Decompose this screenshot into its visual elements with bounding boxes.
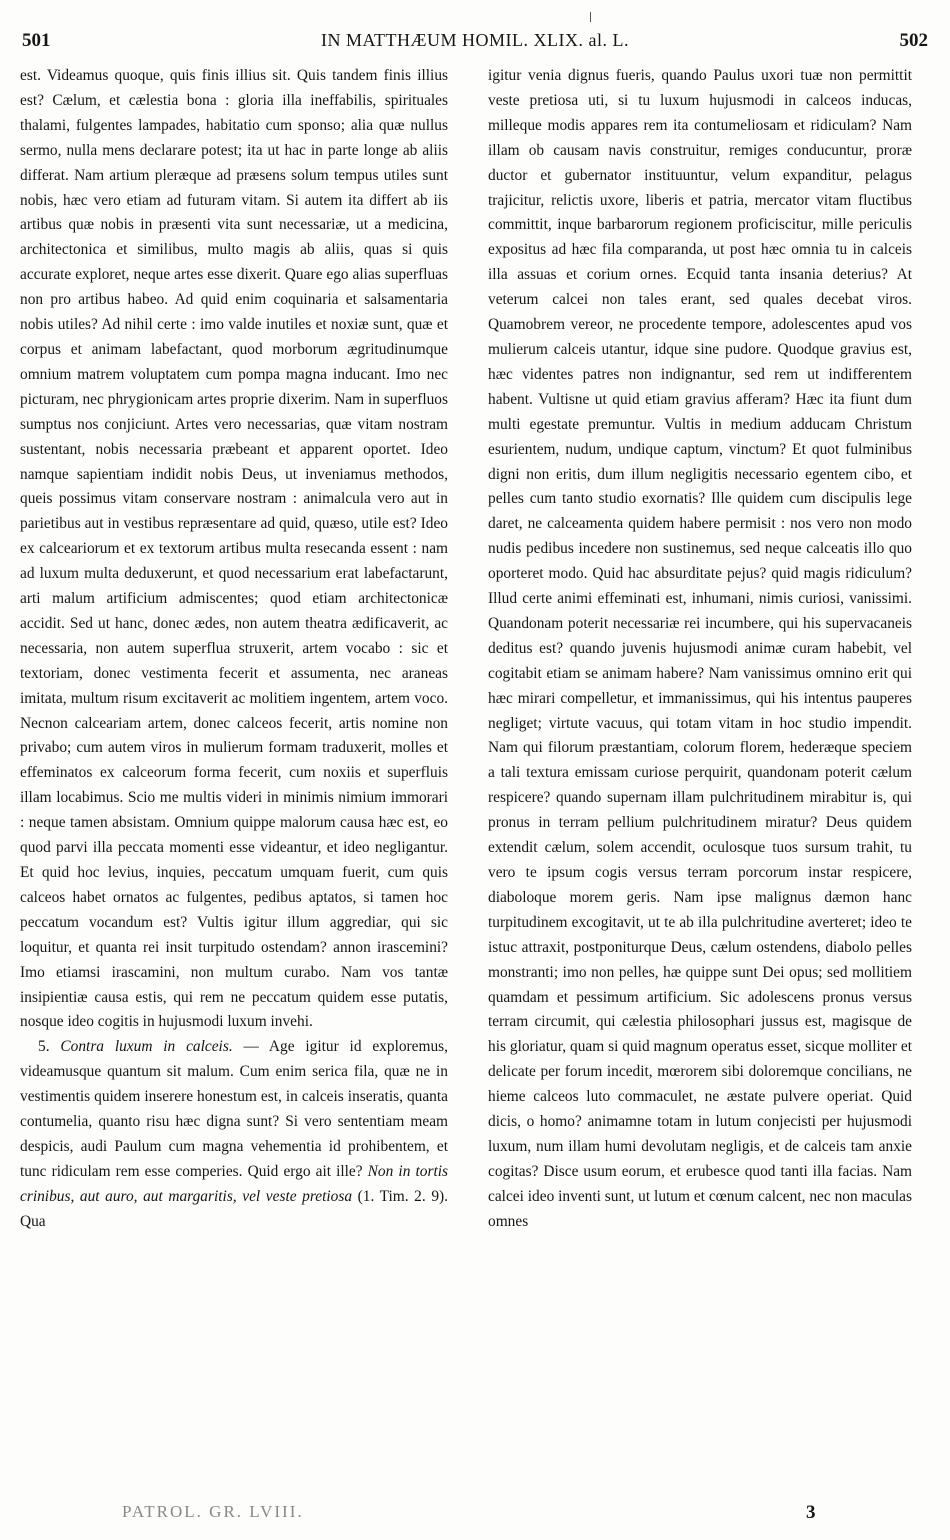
section-5-paragraph bbox=[20, 1035, 448, 1234]
left-column bbox=[20, 64, 448, 1235]
page-number-right: 502 bbox=[899, 30, 928, 51]
gathering-number: 3 bbox=[806, 1502, 816, 1523]
section-heading: Contra luxum in calceis. bbox=[60, 1038, 233, 1056]
scripture-reference: (1. Tim. 2. 9). Qua bbox=[20, 1187, 448, 1230]
left-paragraph-1: est. Videamus quoque, quis finis illius sit. Quis tandem finis illius est? Cælum, et cælestia bona : gloria illa ineffabilis, spirituales thalami, fulgentes lampades, habitatio cum sponso; alia quæ nullus sermo, nulla mens declarare potest; ita ut hac in parte longe ab aliis differat. Nam artium pleræque ad præsens solum tempus utiles sunt nobis, hæc vero etiam ad futuram vitam. Si autem ita differt ab iis artibus quæ nobis in præsenti vita sunt necessariæ, ut a medicina, architectonica et similibus, multo magis ab aliis, quas si quis accurate exploret, neque artes esse dixerit. Quare ego alias superfluas non pro artibus habeo. Ad quid enim coquinaria et salsamentaria nobis utiles? Ad nihil certe : imo valde inutiles et noxiæ sunt, quæ et corpus et animam labefactant, quod morborum ægritudinumque omnium matrem voluptatem cum pompa magna inducant. Imo nec picturam, nec phrygionicam artes proprie dixerim. Nam in superfluos sumptus nos conjiciunt. Artes vero necessarias, quæ vitam nostram sustentant, nobis necessaria præbeant et apparent oportet. Ideo namque sapientiam indidit nobis Deus, ut inveniamus methodos, queis possimus vitam conservare nostram : animalcula vero aut in parietibus aut in vestibus repræsentare ad quid, quæso, utile est? Ideo ex calceariorum et ex textorum artibus multa resecanda essent : nam ad luxum multa deduxerunt, et quod necessarium erat labefactarunt, arti malum artificium admiscentes; quod etiam architectonicæ accidit. Sed ut hanc, donec ædes, non autem theatra ædificaverit, ac necessaria, non autem superflua struxerit, artem vocabo : sic et textoriam, donec vestimenta fecerit et assumenta, nec araneas imitata, multum risum excitaverit ac molitiem ingentem, artem voco. Necnon calceariam artem, donec calceos fecerit, artis nomine non privabo; cum autem viros in mulierum formam traduxerit, molles et effeminatos ex calceorum forma fecerit, cum noxiis et superfluis illam locabimus. Scio me multis videri in minimis nimium immorari : neque tamen absistam. Omnium quippe malorum causa hæc est, eo quod parvi illa peccata momenti esse videantur, et ideo negligantur. Et quid hoc levius, inquies, peccatum umquam fuerit, cum quis calceos habet ornatos ac fulgentes, pedibus aptatos, si tamen hoc peccatum vocandum est? Vultis igitur illum aggrediar, qui sic loquitur, et quanta rei insit turpitudo ostendam? annon irascemini? Imo etiamsi irascamini, non multum curabo. Nam vos tantæ insipientiæ causa estis, qui rem ne peccatum quidem esse putatis, nosque ideo cogitis in hujusmodi luxum invehi. bbox=[20, 67, 448, 1031]
running-title: IN MATTHÆUM HOMIL. XLIX. al. L. bbox=[321, 30, 629, 50]
scripture-quote: Non in tortis crinibus, aut auro, aut margaritis, vel veste pretiosa bbox=[20, 1162, 448, 1205]
signature-mark: PATROL. GR. LVIII. bbox=[122, 1502, 304, 1521]
page-footer bbox=[20, 1502, 926, 1530]
section-number: 5. bbox=[38, 1038, 50, 1056]
page-number-left: 501 bbox=[22, 30, 51, 51]
gutter-mark bbox=[590, 12, 591, 22]
section-body: — Age igitur id exploremus, videamusque quantum sit malum. Cum enim serica fila, quæ ne in vestimentis quidem inserere honestum est, in calceis inseratis, quanta contumelia, quanto risu hæc digna sunt? Si vero sententiam meam despicis, audi Paulum cum magna vehementia id prohibentem, et tunc ridiculam rem esse comperies. Quid ergo ait ille? bbox=[20, 1038, 448, 1180]
right-column bbox=[488, 64, 912, 1235]
running-header bbox=[22, 30, 928, 62]
right-paragraph-1: igitur venia dignus fueris, quando Paulus uxori tuæ non permittit veste pretiosa uti, si tu luxum hujusmodi in calceos inducas, milleque modis appares rem ita contumeliosam et ridiculam? Nam illam ob causam navis construitur, remiges conducuntur, proræ ductor et gubernator instituuntur, velum expanditur, pelagus trajicitur, relictis uxore, liberis et patria, mercator vitam fluctibus committit, inque barbarorum regionem proficiscitur, mille periculis expositus ad hæc fila comparanda, ut post hæc omnia tu in calceis illa assuas et corium ornes. Ecquid tanta insania deterius? At veterum calcei non tales erant, sed quales decebat viros. Quamobrem vereor, ne procedente tempore, adolescentes apud vos mulierum calceis utantur, idque sine pudore. Quodque gravius est, hæc videntes patres non indignantur, sed rem ut indifferentem habent. Vultisne ut quid etiam gravius afferam? Hæc ita fiunt dum multi egestate premuntur. Vultis in medium adducam Christum esurientem, nudum, undique captum, vinctum? Et quot fulminibus digni non eritis, dum illum negligitis necessario egentem cibo, et pelles cum tanto studio exornatis? Ille quidem cum discipulis lege daret, ne calceamenta quidem habere permisit : nos vero non modo nudis pedibus incedere non sustinemus, sed neque calceatis illo quo oporteret modo. Quid hac absurditate pejus? quid magis ridiculum? Illud certe animi effeminati est, inhumani, nimis curiosi, vanissimi. Quandonam poterit necessariæ rei incumbere, qui his supervacaneis deditus est? quando juvenis hujusmodi animæ curam habebit, vel cogitabit etiam se animam habere? Nam vanissimus omnino erit qui hæc mirari compelletur, et immanissimus, qui his intentus pauperes negliget; virtute vacuus, qui totam vitam in hoc studio impendit. Nam qui filorum præstantiam, colorum florem, hederæque speciem a tali textura emissam curiose perquirit, quandonam poterit cælum respicere? quando supernam illam pulchritudinem mirabitur is, qui pronus in terram pellium pulchritudinem miratur? Deus quidem extendit cælum, solem accendit, oculosque tuos sursum trahit, tu vero te ipsum cogis versus terram porcorum instar respicere, diaboloque morem geris. Nam ipse malignus dæmon hanc turpitudinem excogitavit, ut te ab illa pulchritudine averteret; ideo te istuc attraxit, postponiturque Deus, cælum ostendens, diabolo pelles monstranti; imo non pelles, hæ quippe sunt Dei opus; sed mollitiem quamdam et pessimum artificium. Sic adolescens pronus versus terram circumit, qui cælestia philosophari jussus est, magisque de his gloriatur, quam si quid magnum operatus esset, sicque molliter et delicate per forum incedit, mœrorem sibi doloremque concilians, ne hieme calceos luto commaculet, ne æstate pulvere operiat. Quid dicis, o homo? animamne totam in lutum conjecisti per hujusmodi luxum, num illam humi devolutam negligis, et de calceis tam anxie cogitas? Disce usum eorum, et erubesce quod tanti illa facias. Nam calcei ideo inventi sunt, ut lutum et cœnum calcent, nec non maculas omnes bbox=[488, 67, 912, 1230]
